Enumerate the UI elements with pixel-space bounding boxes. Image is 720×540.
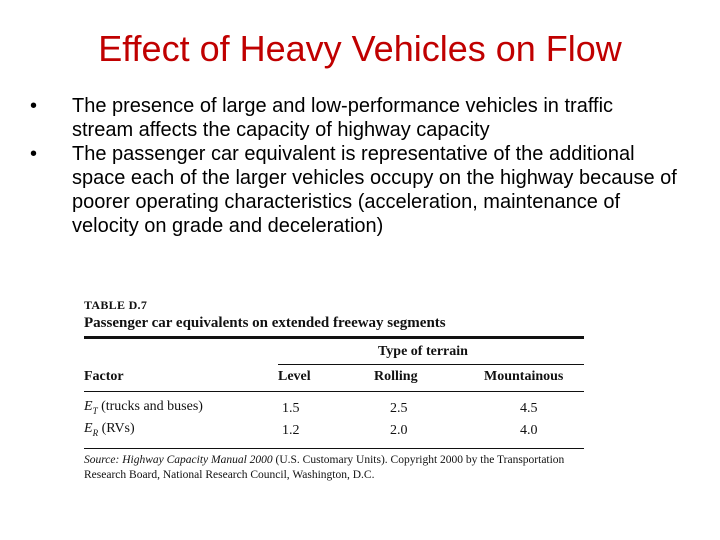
factor-symbol: $E_R$: [84, 420, 99, 438]
rolling-value: 2.5: [390, 400, 408, 416]
bullet-text: The passenger car equivalent is representative of the additional space each of the larger vehicles occupy on the highway because of poorer operating characteristics (acceleration, maintenance of velocity on grade and deceleration): [72, 143, 677, 237]
terrain-rule: [278, 364, 584, 365]
column-header-row: [84, 367, 584, 392]
table-number: TABLE D.7: [84, 298, 148, 312]
col-header-rolling: Rolling: [374, 369, 418, 384]
terrain-header-label: Type of terrain: [378, 344, 468, 359]
bullet-icon: •: [30, 143, 38, 165]
terrain-group-header: [84, 339, 584, 367]
bullet-icon: •: [30, 95, 38, 117]
bullet-item: [28, 142, 678, 238]
bullet-list: [28, 94, 678, 238]
mountainous-value: 4.0: [520, 422, 538, 438]
level-value: 1.5: [282, 400, 300, 416]
factor-desc: (trucks and buses): [97, 399, 203, 414]
table-row: [84, 398, 584, 420]
bullet-item: [28, 94, 678, 142]
factor-desc: (RVs): [98, 420, 135, 436]
pce-table: [84, 298, 584, 483]
rolling-value: 2.0: [390, 422, 408, 438]
factor-cell: [84, 420, 278, 442]
factor-cell: [84, 398, 278, 420]
col-header-mountainous: Mountainous: [484, 369, 564, 384]
source-label: Source: Highway Capacity Manual 2000: [84, 453, 273, 466]
col-header-factor: Factor: [84, 369, 124, 384]
source-text: (U.S. Customary Units). Copyright 2000 by the Transportation Research Board, National Research Council, Washington, D.C.: [84, 453, 565, 481]
table-source-note: [84, 453, 584, 483]
slide-title: Effect of Heavy Vehicles on Flow: [98, 28, 622, 69]
factor-symbol: $E_T$: [84, 399, 98, 416]
level-value: 1.2: [282, 422, 300, 438]
table-row: [84, 420, 584, 442]
table-body: [84, 367, 584, 442]
col-header-level: Level: [278, 369, 311, 384]
table-bottom-rule: [84, 448, 584, 449]
table-caption: Passenger car equivalents on extended freeway segments: [84, 315, 446, 331]
mountainous-value: 4.5: [520, 400, 538, 416]
bullet-text: The presence of large and low-performance vehicles in traffic stream affects the capacity of highway capacity: [72, 95, 614, 141]
